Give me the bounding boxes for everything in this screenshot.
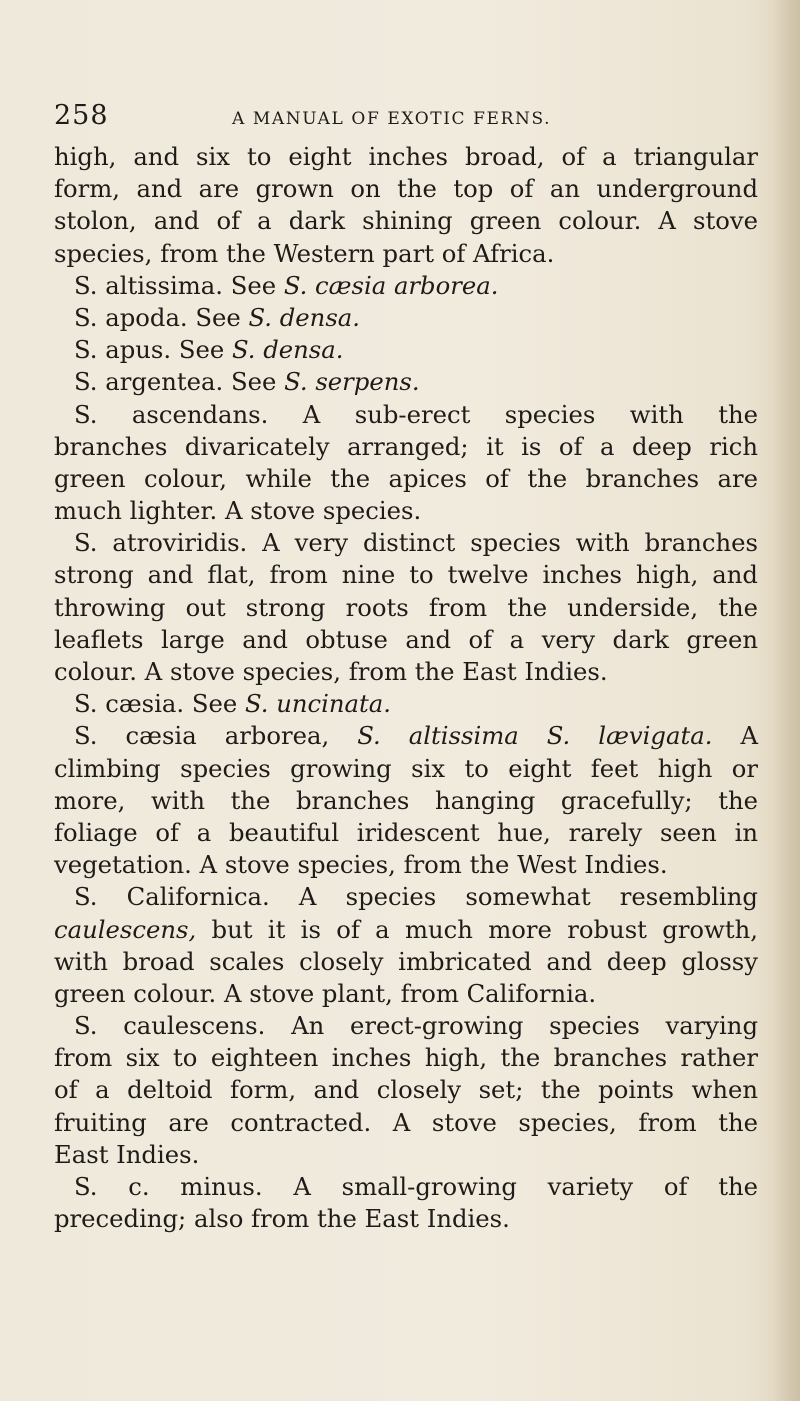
line-text: East Indies. [54,1139,200,1169]
line-trailing-text: A [712,721,758,751]
text-line [54,656,758,688]
text-line [54,849,758,881]
text-line [54,463,758,495]
line-text: more, with the branches hanging gracefully; the [54,785,758,815]
line-italic-text: S. uncinata. [244,689,391,719]
text-line [54,720,758,752]
line-text: S. apoda. See [74,302,249,332]
text-line [54,1171,758,1203]
line-text: stolon, and of a dark shining green colour. A stove [54,206,758,236]
line-italic-text: S. serpens. [284,367,420,397]
line-text: high, and six to eight inches broad, of a triangular [54,142,758,171]
line-italic-text: S. densa. [248,302,360,332]
line-italic-text: S. densa. [231,335,344,365]
text-line [54,173,758,205]
line-text: leaflets large and obtuse and of a very dark green [54,624,758,654]
line-text: colour. A stove species, from the East Indies. [54,657,608,686]
text-line [54,399,758,431]
text-line [54,1139,758,1171]
text-line [54,1074,758,1106]
line-text: form, and are grown on the top of an underground [54,174,758,204]
text-line [54,495,758,527]
text-line [54,1010,758,1042]
line-text: green colour. A stove plant, from California. [54,978,597,1008]
line-text: strong and flat, from nine to twelve inches high, and [54,560,758,590]
line-text: vegetation. A stove species, from the West Indies. [54,850,668,880]
page-number: 258 [54,100,109,131]
text-line [54,302,758,334]
text-line [54,431,758,463]
line-trailing-text: but it is of a much more robust growth, [196,914,758,944]
text-line [54,334,758,366]
text-line [54,238,758,270]
line-text: foliage of a beautiful iridescent hue, rarely seen in [54,817,758,847]
text-line [54,559,758,591]
line-italic-text: caulescens, [54,914,197,944]
line-text: S. argentea. See [74,367,285,397]
line-text: climbing species growing six to eight feet high or [54,753,758,783]
text-line [54,817,758,849]
text-line [54,688,758,720]
text-line [54,1107,758,1139]
line-text: S. ascendans. A sub-erect species with the [74,399,758,429]
line-text: much lighter. A stove species. [54,496,422,526]
line-italic-text: S. altissima S. lævigata. [357,721,713,751]
text-line [54,592,758,624]
line-text: S. cæsia. See [74,689,245,719]
line-text: S. Californica. A species somewhat resembling [74,882,758,912]
line-text: green colour, while the apices of the branches are [54,463,758,493]
line-text: from six to eighteen inches high, the branches rather [54,1043,758,1073]
text-line [54,881,758,913]
line-text: species, from the Western part of Africa. [54,238,555,268]
line-text: branches divaricately arranged; it is of a deep rich [54,431,758,461]
text-line [54,753,758,785]
running-title: A MANUAL OF EXOTIC FERNS. [232,109,552,129]
page-edge-shadow [772,0,800,1401]
line-text: preceding; also from the East Indies. [54,1204,510,1234]
text-line [54,946,758,978]
text-line [54,270,758,302]
line-text: throwing out strong roots from the underside, the [54,592,758,622]
text-line [54,1042,758,1074]
text-line [54,978,758,1010]
line-text: S. apus. See [74,335,232,365]
line-text: S. caulescens. An erect-growing species varying [74,1011,758,1041]
line-text: S. c. minus. A small-growing variety of the [74,1172,758,1201]
line-text: S. altissima. See [74,270,284,300]
line-text: fruiting are contracted. A stove species, from the [54,1107,758,1137]
text-line [54,1203,758,1235]
text-line [54,914,758,946]
text-line [54,141,758,173]
page-header [54,100,754,140]
text-line [54,527,758,559]
text-line [54,624,758,656]
line-text: with broad scales closely imbricated and deep glossy [54,946,758,976]
line-text: of a deltoid form, and closely set; the points when [54,1075,758,1105]
text-line [54,205,758,237]
line-text: S. cæsia arborea, [74,721,358,751]
line-text: S. atroviridis. A very distinct species with branches [74,528,758,558]
body-text [54,141,758,1235]
line-italic-text: S. cæsia arborea. [283,270,499,300]
text-line [54,785,758,817]
text-line [54,366,758,398]
